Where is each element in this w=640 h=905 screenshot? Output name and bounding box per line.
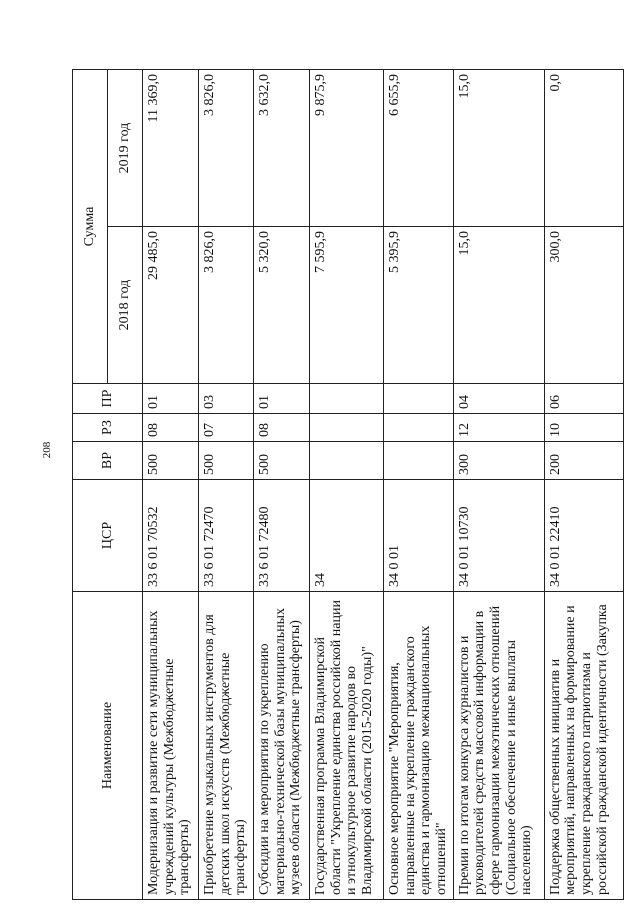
row-rz: [310, 414, 384, 442]
header-2018: 2018 год: [108, 227, 143, 384]
table-row: [254, 70, 310, 900]
row-2018: 5 395,9: [384, 227, 454, 384]
row-name: Основное мероприятие "Мероприятия, направленные на укрепление гражданского единства и гармонизацию межнациональных отношений": [384, 592, 454, 900]
row-pr: 04: [453, 384, 544, 414]
header-2019: 2019 год: [108, 70, 143, 227]
row-vr: 500: [254, 442, 310, 480]
row-csr: 34 0 01 22410: [544, 480, 623, 592]
row-csr: 33 6 01 72480: [254, 480, 310, 592]
table-row: [544, 70, 623, 900]
row-rz: 08: [254, 414, 310, 442]
row-pr: [310, 384, 384, 414]
row-vr: 500: [199, 442, 254, 480]
row-rz: 12: [453, 414, 544, 442]
row-pr: [384, 384, 454, 414]
row-csr: 33 6 01 70532: [143, 480, 199, 592]
row-2019: 6 655,9: [384, 70, 454, 227]
row-vr: 500: [143, 442, 199, 480]
row-vr: 200: [544, 442, 623, 480]
table-row: [384, 70, 454, 900]
row-name: Премии по итогам конкурса журналистов и руководителей средств массовой информации в сфере гармонизации межэтнических отношений (Социальное обеспечение и иные выплаты населению): [453, 592, 544, 900]
header-csr: ЦСР: [73, 480, 143, 592]
row-name: Государственная программа Владимирской области "Укрепление единства российской нации и этнокультурное развитие народов во Владимирской области (2015-2020 годы)": [310, 592, 384, 900]
row-2019: 0,0: [544, 70, 623, 227]
row-csr: 34 0 01: [384, 480, 454, 592]
header-pr: ПР: [73, 384, 143, 414]
table-row: [453, 70, 544, 900]
row-csr: 34 0 01 10730: [453, 480, 544, 592]
row-2019: 15,0: [453, 70, 544, 227]
row-vr: 300: [453, 442, 544, 480]
row-2018: 5 320,0: [254, 227, 310, 384]
row-rz: [384, 414, 454, 442]
row-pr: 03: [199, 384, 254, 414]
table-row: [199, 70, 254, 900]
header-rz: РЗ: [73, 414, 143, 442]
table-row: [310, 70, 384, 900]
row-rz: 08: [143, 414, 199, 442]
header-vr: ВР: [73, 442, 143, 480]
header-name: Наименование: [73, 592, 143, 900]
row-pr: 01: [254, 384, 310, 414]
row-pr: 06: [544, 384, 623, 414]
row-name: Приобретение музыкальных инструментов для детских школ искусств (Межбюджетные трансферты): [199, 592, 254, 900]
row-2019: 9 875,9: [310, 70, 384, 227]
row-2018: 29 485,0: [143, 227, 199, 384]
budget-table: [72, 69, 624, 900]
row-csr: 34: [310, 480, 384, 592]
table-row: [143, 70, 199, 900]
row-2018: 300,0: [544, 227, 623, 384]
row-name: Субсидии на мероприятия по укреплению материально-технической базы муниципальных музеев области (Межбюджетные трансферты): [254, 592, 310, 900]
row-csr: 33 6 01 72470: [199, 480, 254, 592]
row-2019: 3 826,0: [199, 70, 254, 227]
row-pr: 01: [143, 384, 199, 414]
row-name: Поддержка общественных инициатив и мероприятий, направленных на формирование и укрепление гражданского патриотизма и российской гражданской идентичности (Закупка: [544, 592, 623, 900]
row-rz: 07: [199, 414, 254, 442]
row-2019: 3 632,0: [254, 70, 310, 227]
row-name: Модернизация и развитие сети муниципальных учреждений культуры (Межбюджетные трансферты): [143, 592, 199, 900]
row-vr: [384, 442, 454, 480]
row-2018: 7 595,9: [310, 227, 384, 384]
row-2019: 11 369,0: [143, 70, 199, 227]
header-sum: Сумма: [73, 70, 108, 384]
row-2018: 15,0: [453, 227, 544, 384]
page-number: 208: [41, 441, 53, 459]
row-2018: 3 826,0: [199, 227, 254, 384]
rotated-budget-table-sheet: [72, 70, 610, 900]
row-rz: 10: [544, 414, 623, 442]
row-vr: [310, 442, 384, 480]
